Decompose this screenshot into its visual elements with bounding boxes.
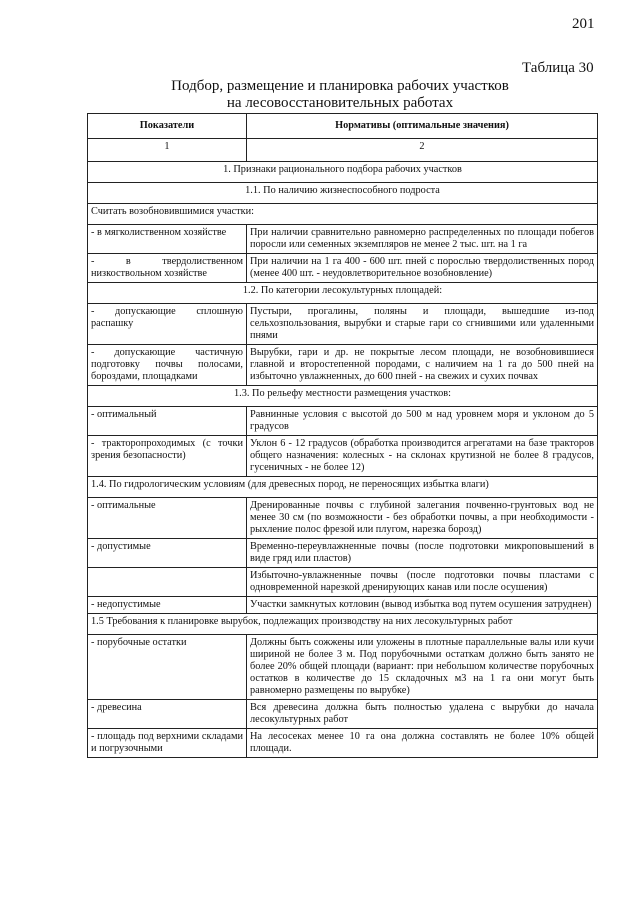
indicator-cell: - недопустимые xyxy=(88,597,247,614)
header-norms: Нормативы (оптимальные значения) xyxy=(247,114,598,139)
section-row xyxy=(88,283,598,304)
page-number: 201 xyxy=(572,16,595,32)
norm-cell: Уклон 6 - 12 градусов (обработка производится агрегатами на базе тракторов общего назначения: колесных - на склонах крутизной не более 8 градусов, гусеничных - не более 12) xyxy=(247,436,598,477)
section-1-1: 1.1. По наличию жизнеспособного подроста xyxy=(88,183,598,204)
norm-cell: При наличии сравнительно равномерно распределенных по площади побегов поросли или семенных экземпляров не менее 2 тыс. шт. на 1 га xyxy=(247,225,598,254)
section-1-5: 1.5 Требования к планировке вырубок, подлежащих производству на них лесокультурных работ xyxy=(88,614,598,635)
table-row xyxy=(88,700,598,729)
indicator-cell: - тракторопроходимых (с точки зрения безопасности) xyxy=(88,436,247,477)
section-row xyxy=(88,183,598,204)
table-row xyxy=(88,345,598,386)
section-row xyxy=(88,204,598,225)
indicator-cell: - в мягколиственном хозяйстве xyxy=(88,225,247,254)
table-row xyxy=(88,225,598,254)
table-row xyxy=(88,597,598,614)
indicator-cell: - допустимые xyxy=(88,539,247,568)
table-row xyxy=(88,729,598,758)
table-row xyxy=(88,254,598,283)
table-row xyxy=(88,635,598,700)
norm-cell: На лесосеках менее 10 га она должна составлять не более 10% общей площади. xyxy=(247,729,598,758)
norm-cell: При наличии на 1 га 400 - 600 шт. пней с порослью твердолиственных пород (менее 400 шт. - неудовлетворительное возобновление) xyxy=(247,254,598,283)
table-title xyxy=(90,78,590,112)
norm-cell: Равнинные условия с высотой до 500 м над уровнем моря и уклоном до 5 градусов xyxy=(247,407,598,436)
indicator-cell: - порубочные остатки xyxy=(88,635,247,700)
section-1-4: 1.4. По гидрологическим условиям (для древесных пород, не переносящих избытка влаги) xyxy=(88,477,598,498)
indicator-cell: - площадь под верхними складами и погрузочными xyxy=(88,729,247,758)
table-row xyxy=(88,539,598,568)
norm-cell: Вырубки, гари и др. не покрытые лесом площади, не возобновившиеся главной и второстепенной породами, с наличием на 1 га до 500 пней на избыточно увлажненных, до 600 пней - на свежих и сухих почвах xyxy=(247,345,598,386)
indicator-cell: - древесина xyxy=(88,700,247,729)
norm-cell: Пустыри, прогалины, поляны и площади, вышедшие из-под сельхозпользования, вырубки и старые гари со сгнившими или удаленными пнями xyxy=(247,304,598,345)
norm-cell: Временно-переувлажненные почвы (после подготовки микроповышений в виде гряд или пластов) xyxy=(247,539,598,568)
section-1-3: 1.3. По рельефу местности размещения участков: xyxy=(88,386,598,407)
norm-cell: Участки замкнутых котловин (вывод избытка вод путем осушения затруднен) xyxy=(247,597,598,614)
section-row xyxy=(88,386,598,407)
indicator-cell: - допускающие частичную подготовку почвы полосами, бороздами, площадками xyxy=(88,345,247,386)
section-row xyxy=(88,477,598,498)
header-row xyxy=(88,114,598,139)
table-row xyxy=(88,304,598,345)
norms-table xyxy=(87,113,598,758)
section-row xyxy=(88,162,598,183)
table-row xyxy=(88,436,598,477)
norm-cell: Должны быть сожжены или уложены в плотные параллельные валы или кучи шириной не более 3 м. Под порубочными остаткам должно быть занято не более 20% общей площади (вариант: при небольшом количестве порубочных остатков в количестве до 15 складочных м3 на 1 га они могут быть равномерно размещены по вырубке) xyxy=(247,635,598,700)
column-number-row xyxy=(88,139,598,162)
indicator-cell: - оптимальные xyxy=(88,498,247,539)
title-line-2: на лесовосстановительных работах xyxy=(226,95,454,111)
col-number-2: 2 xyxy=(247,139,598,162)
title-line-1: Подбор, размещение и планировка рабочих участков xyxy=(171,78,509,94)
header-indicators: Показатели xyxy=(88,114,247,139)
table-label: Таблица 30 xyxy=(522,60,594,76)
norm-cell: Избыточно-увлажненные почвы (после подготовки почвы пластами с одновременной нарезкой дренирующих канав или после осушения) xyxy=(247,568,598,597)
indicator-cell: - в твердолиственном низкоствольном хозяйстве xyxy=(88,254,247,283)
section-1-2: 1.2. По категории лесокультурных площадей: xyxy=(88,283,598,304)
indicator-cell: - оптимальный xyxy=(88,407,247,436)
section-row xyxy=(88,614,598,635)
table-row xyxy=(88,568,598,597)
indicator-cell: - допускающие сплошную распашку xyxy=(88,304,247,345)
norm-cell: Дренированные почвы с глубиной залегания почвенно-грунтовых вод не менее 30 см (по возможности - без обработки почвы, а при необходимости - рыхление полос фрезой или плугом, нарезка борозд) xyxy=(247,498,598,539)
norm-cell: Вся древесина должна быть полностью удалена с вырубки до начала лесокультурных работ xyxy=(247,700,598,729)
table-row xyxy=(88,407,598,436)
section-1-1-intro: Считать возобновившимися участки: xyxy=(88,204,598,225)
indicator-cell xyxy=(88,568,247,597)
col-number-1: 1 xyxy=(88,139,247,162)
table-row xyxy=(88,498,598,539)
section-1: 1. Признаки рационального подбора рабочих участков xyxy=(88,162,598,183)
